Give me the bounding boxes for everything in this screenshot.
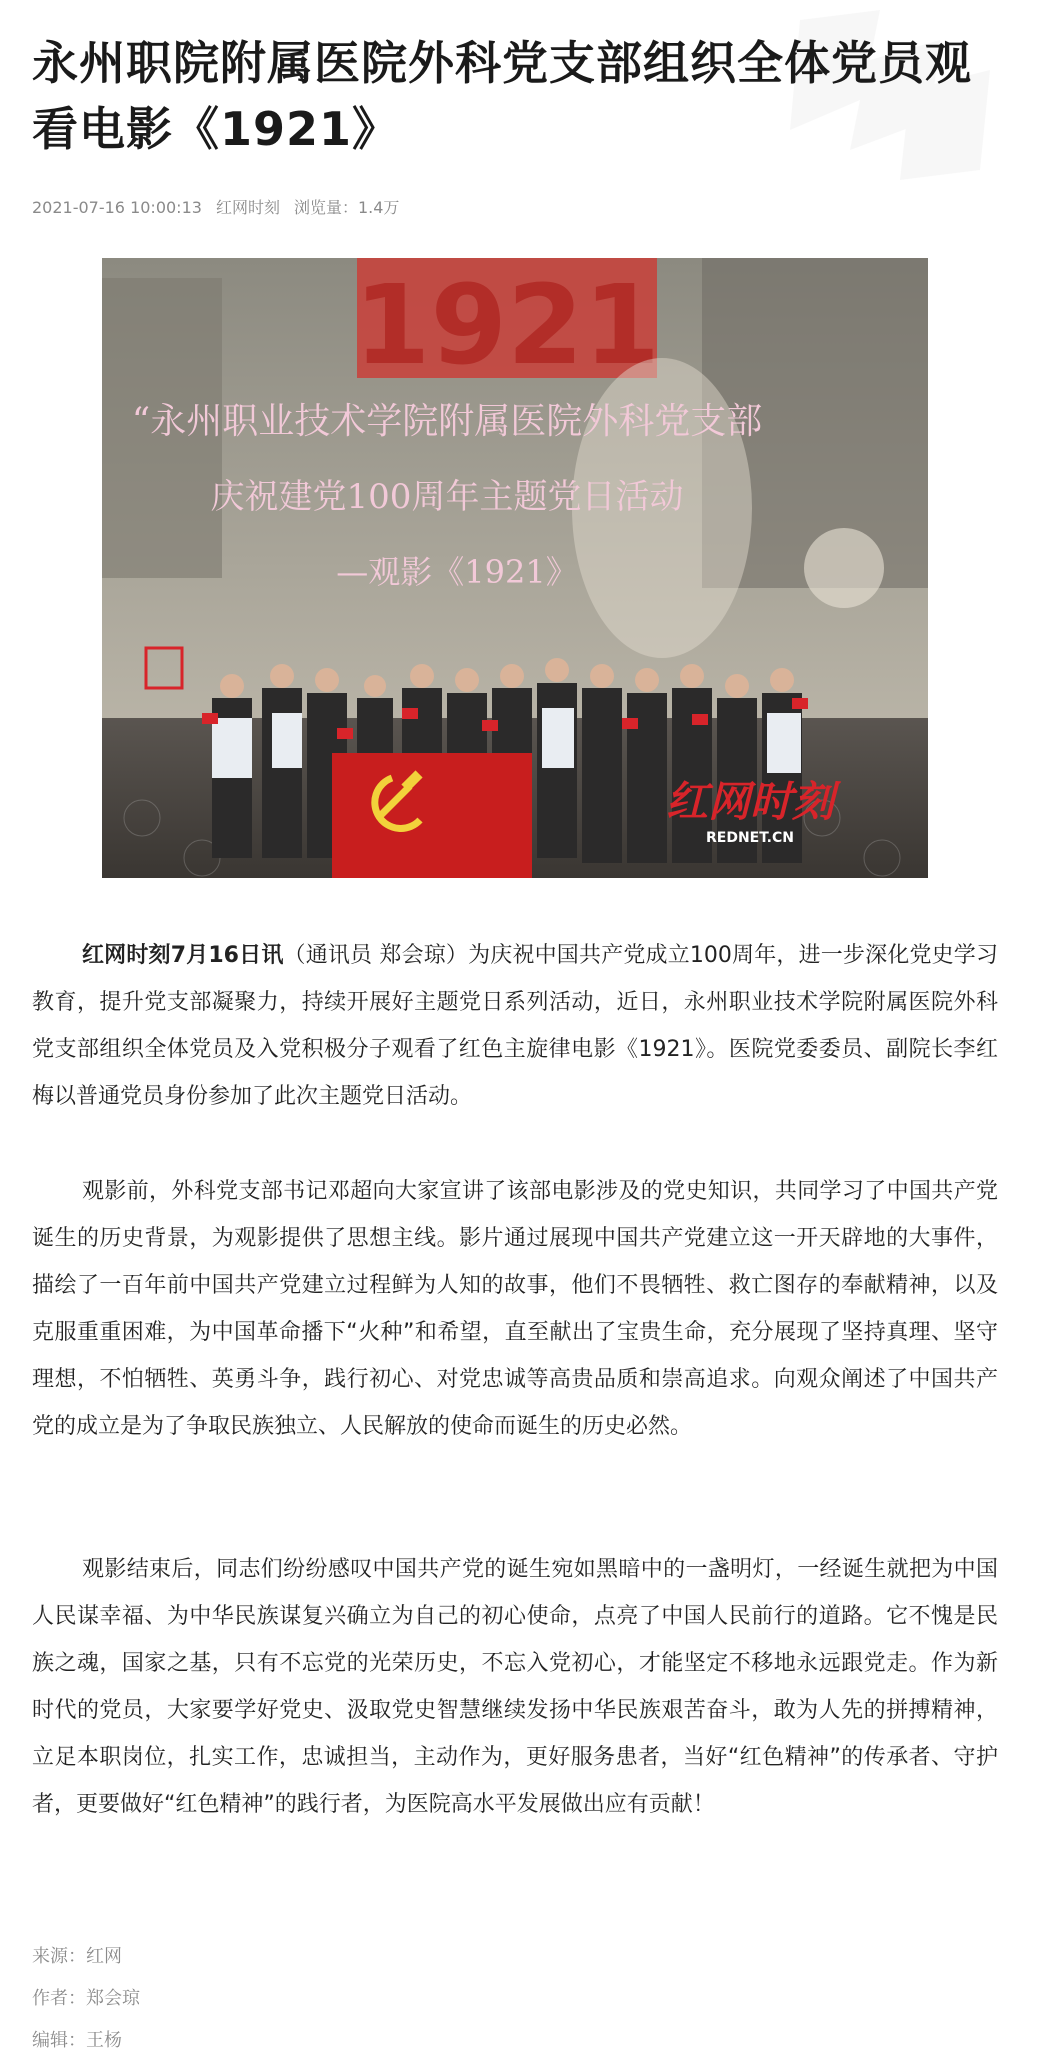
dateline: 红网时刻7月16日讯 <box>82 943 284 968</box>
banner-line-3: —观影《1921》 <box>336 553 578 591</box>
photo-illustration <box>102 258 928 878</box>
article-meta <box>32 196 399 220</box>
publish-date: 2021-07-16 10:00:13 <box>32 198 202 217</box>
article-photo <box>102 258 928 878</box>
party-flag <box>332 753 532 878</box>
poster-number: 1921 <box>353 261 661 389</box>
paragraph-2: 观影前，外科党支部书记邓超向大家宣讲了该部电影涉及的党史知识，共同学习了中国共产党诞生的历史背景，为观影提供了思想主线。影片通过展现中国共产党建立这一开天辟地的大事件，描绘了一百年前中国共产党建立过程鲜为人知的故事，他们不畏牺牲、救亡图存的奉献精神，以及克服重重困难，为中国革命播下“火种”和希望，直至献出了宝贵生命，充分展现了坚持真理、坚守理想，不怕牺牲、英勇斗争，践行初心、对党忠诚等高贵品质和崇高追求。向观众阐述了中国共产党的成立是为了争取民族独立、人民解放的使命而诞生的历史必然。 <box>32 1179 998 1439</box>
banner-line-1: “永州职业技术学院附属医院外科党支部 <box>131 401 763 442</box>
view-count: 浏览量：1.4万 <box>293 198 400 217</box>
footer-source: 来源：红网 <box>32 1946 122 1967</box>
paragraph-1-text: （通讯员 郑会琼）为庆祝中国共产党成立100周年，进一步深化党史学习教育，提升党支部凝聚力，持续开展好主题党日系列活动，近日，永州职业技术学院附属医院外科党支部组织全体党员及入党积极分子观看了红色主旋律电影《1921》。医院党委委员、副院长李红梅以普通党员身份参加了此次主题党日活动。 <box>32 943 998 1109</box>
paragraph-1 <box>32 932 998 1120</box>
banner-line-2: 庆祝建党100周年主题党日活动 <box>210 477 684 517</box>
rednet-logo: 红网时刻 <box>665 777 835 826</box>
source-link[interactable]: 红网时刻 <box>215 198 280 217</box>
page-title: 永州职院附属医院外科党支部组织全体党员观看电影《1921》 <box>32 36 972 156</box>
footer-editor: 编辑：王杨 <box>32 2030 122 2051</box>
rednet-logo-sub: REDNET.CN <box>706 830 794 846</box>
footer-author: 作者：郑会琼 <box>32 1988 140 2009</box>
hat-shape <box>804 528 884 608</box>
paragraph-3: 观影结束后，同志们纷纷感叹中国共产党的诞生宛如黑暗中的一盏明灯，一经诞生就把为中国人民谋幸福、为中华民族谋复兴确立为自己的初心使命，点亮了中国人民前行的道路。它不愧是民族之魂，国家之基，只有不忘党的光荣历史，不忘入党初心，才能坚定不移地永远跟党走。作为新时代的党员，大家要学好党史、汲取党史智慧继续发扬中华民族艰苦奋斗，敢为人先的拼搏精神，立足本职岗位，扎实工作，忠诚担当，主动作为，更好服务患者，当好“红色精神”的传承者、守护者，更要做好“红色精神”的践行者，为医院高水平发展做出应有贡献！ <box>32 1557 998 1817</box>
